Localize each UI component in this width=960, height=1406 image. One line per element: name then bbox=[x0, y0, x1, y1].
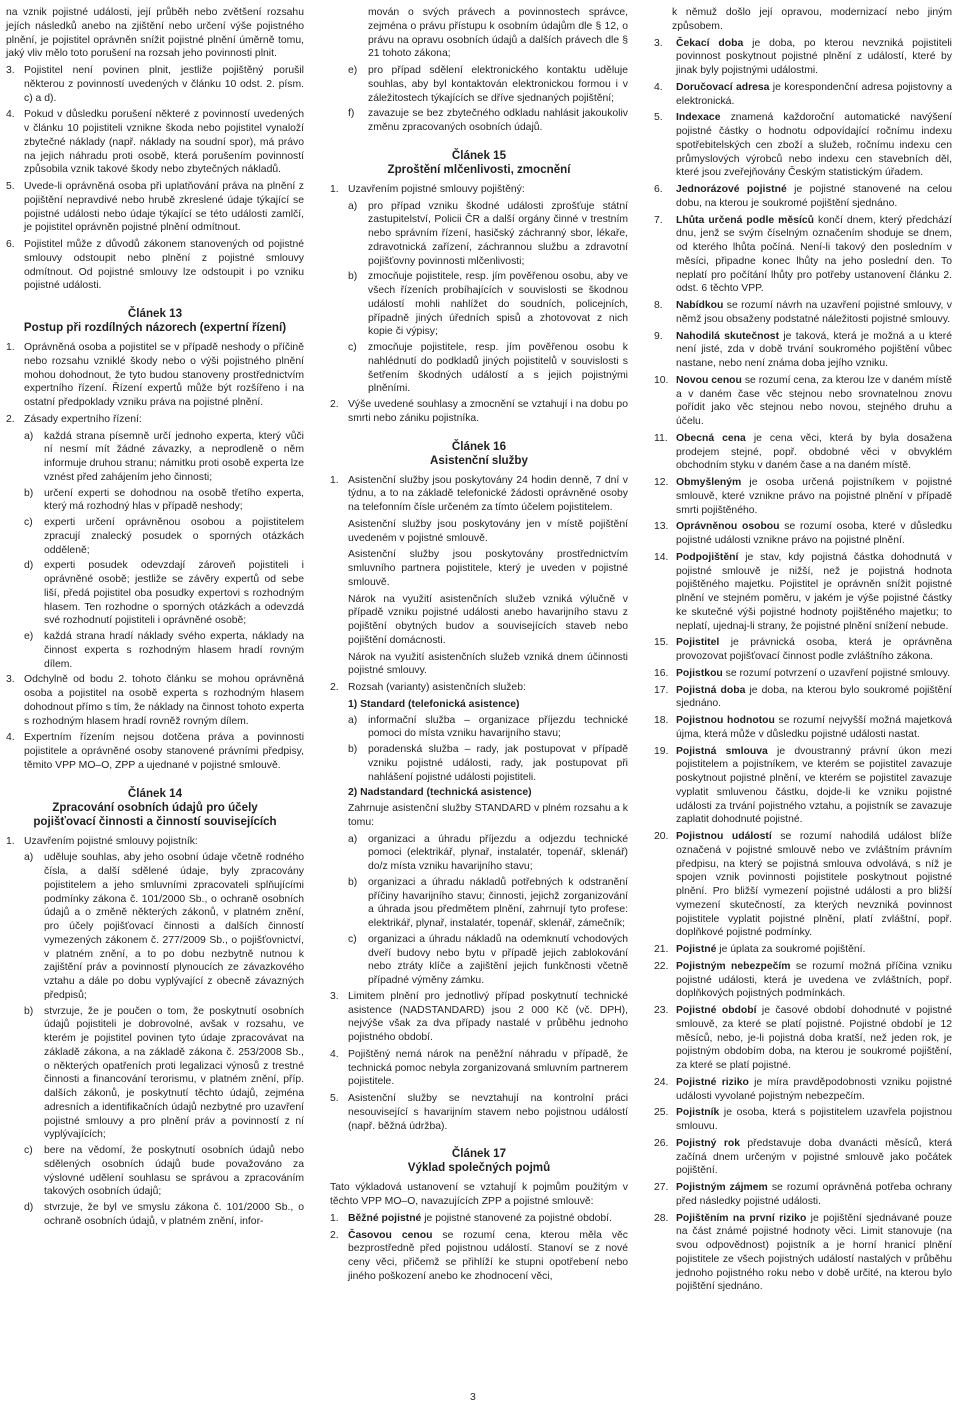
definition-text: se rozumí nejvyšší možná majetková újma, která může v důsledku pojistné události nastat. bbox=[676, 715, 952, 740]
definition-term: Pojistkou bbox=[676, 667, 723, 679]
article-16-para-4: Nárok na využití asistenčních služeb vzniká dnem účinnosti pojistné smlouvy. bbox=[348, 651, 628, 677]
definition-number: 12. bbox=[654, 477, 669, 488]
definition-term: Jednorázové pojistné bbox=[676, 184, 787, 195]
article-15-sub-a: a) pro případ vzniku škodné události zprošťuje státní zastupitelství, Policii ČR a další orgány činné v trestním nebo správním řízení, hasičský záchranný sbor, lékaře, zdravotnická zařízení, záchrannou službu a zdravotní pojišťovny povinnosti mlčenlivosti; bbox=[348, 200, 628, 267]
definition-text: se rozumí možná příčina vzniku pojistné události, která je uvedena ve zvláštních, popř. doplňkových pojistných podmínkách. bbox=[676, 960, 952, 1000]
definition-term: Podpojištění bbox=[676, 551, 739, 563]
definition-item bbox=[654, 476, 952, 517]
definition-text: je dvoustranný právní úkon mezi pojistitelem a pojistníkem, ve kterém se pojistitel zavazuje poskytnout pojistné plnění, ve kterém se pojistitel zavazuje vyplatit smluvenou částku, dojde-li ke vzniku pojistné události za trvání pojistného vztahu, a pojistník se zavazuje zaplatit dohodnuté pojistné. bbox=[676, 745, 952, 826]
definition-text: končí dnem, který předchází dnu, jenž se svým číselným označením shoduje se dnem, od kterého lhůta počíná. Není-li takový den posledním v měsíci, připadne konec lhůty na jeho poslední den. To neplatí pro počítání lhůty pro potřeby ustanovení článku 2. odst. 6 těchto VPP. bbox=[676, 214, 952, 295]
definition-text: znamená každoroční automatické navýšení pojistné částky o hodnotu odpovídající ročnímu indexu spotřebitelských cen zboží a služeb, ročnímu indexu cen průmyslových výrobců nebo indexu cen stavebních děl, které jsou zveřejňovány Českým statistickým úřadem. bbox=[676, 112, 952, 179]
article-15-item-2: 2. Výše uvedené souhlasy a zmocnění se vztahují i na dobu po smrti nebo zániku pojistníka. bbox=[330, 399, 628, 424]
article-14-sub-a: a) uděluje souhlas, aby jeho osobní údaje včetně rodného čísla, a další sdělené údaje, byly zpracovány pojistitelem a jeho smluvními zpracovateli splňujícími podmínky zákona č. 101/2000 Sb., o ochraně osobních údajů a o změně některých zákonů, v platném znění, pro účely pojišťovací činnosti a dalších činností vymezených zákonem č. 277/2009 Sb., o pojišťovnictví, v platném znění, a to po dobu nezbytně nutnou k zajištění práv a povinností plynoucích ze závazkového vztahu a dále po dobu vyplývající z obecně závazných předpisů; bbox=[24, 852, 304, 1001]
definition-text: se rozumí cena, za kterou lze v daném místě a v daném čase věc stejnou nebo srovnatelnou znovu pořídit jako věc stejnou nebo novou, stejného druhu a účelu. bbox=[676, 374, 953, 427]
definition-number: 25. bbox=[654, 1107, 669, 1119]
definition-item bbox=[654, 551, 952, 634]
article-13-item-4: 4. Expertním řízením nejsou dotčena práva a povinnosti pojistitele a oprávněné osoby stanovené právními předpisy, těmito VPP MO–O, ZPP a ujednané v pojistné smlouvě. bbox=[6, 732, 304, 771]
definition-text: se rozumí potvrzení o uzavření pojistné smlouvy. bbox=[722, 667, 951, 679]
definition-term: Pojistné období bbox=[676, 1005, 757, 1016]
definition-number: 10. bbox=[654, 374, 669, 386]
article-13-sub-a: a) každá strana písemně určí jednoho experta, který vůči ní nesmí mít žádné závazky, a neprodleně o něm informuje druhou stranu; námitku proti osobě experta lze vznést před zahájením jeho činnosti; bbox=[24, 430, 304, 483]
article-15-item-1: 1. Uzavřením pojistné smlouvy pojištěný: bbox=[330, 183, 525, 195]
definition-number: 24. bbox=[654, 1076, 669, 1088]
nadstandard-intro: Zahrnuje asistenční služby STANDARD v plném rozsahu a k tomu: bbox=[348, 803, 628, 828]
nadstandard-sub-c: c) organizaci a úhradu nákladů na odemknutí vchodových dveří budovy nebo bytu v případě jejich zablokování nebo ztráty klíče a zajištění jejich funkčnosti včetně případné výměny zámku. bbox=[348, 933, 628, 986]
definition-number: 13. bbox=[654, 521, 669, 533]
article-16-item-2: 2. Rozsah (varianty) asistenčních služeb: bbox=[330, 682, 526, 693]
definition-item bbox=[654, 1181, 952, 1209]
definition-item bbox=[654, 830, 952, 940]
article-13-sub-e: e) každá strana hradí náklady svého experta, náklady na činnost experta s rozhodným hlasem hradí rovným dílem. bbox=[24, 631, 304, 670]
article-16-item-4: 4. Pojištěný nemá nárok na peněžní náhradu v případě, že technická pomoc nebyla zorganizovaná smluvním partnerem pojistitele. bbox=[330, 1048, 628, 1088]
definition-item bbox=[654, 1004, 952, 1073]
article-14-sub-b: b) stvrzuje, že je poučen o tom, že poskytnutí osobních údajů pojistiteli je dobrovolné, avšak v rozsahu, ve kterém je pojistitel povinen tyto údaje zpracovávat na základě zákona, a na základě zákona č. 253/2008 Sb., o některých opatřeních proti legalizaci výnosů z trestné činnosti a financování terorismu, v platném znění, příp. dalších zákonů, je poskytnutí těchto údajů, zejména adresních a identifikačních údajů nezbytné pro uzavření pojistné smlouvy a pro plnění práv a povinností z ní vyplývajících; bbox=[24, 1005, 304, 1141]
definition-text: je taková, která je možná a u které není jisté, zda v době trvání soukromého pojištění vůbec nastane, nebo není známa doba jejího vzniku. bbox=[676, 330, 952, 369]
article-17-heading: Článek 17 Výklad společných pojmů bbox=[407, 1147, 551, 1175]
article-16-heading: Článek 16 Asistenční služby bbox=[430, 439, 528, 467]
article-14-sub-d: d) stvrzuje, že byl ve smyslu zákona č. 101/2000 Sb., o ochraně osobních údajů, v platném znění, infor- bbox=[24, 1202, 304, 1227]
article-13-item-3: 3. Odchylně od bodu 2. tohoto článku se mohou oprávněná osoba a pojistitel na osobě experta s rozhodným hlasem dohodnout přímo s tím, že náklady na činnost tohoto experta s rozhodným hlasem hradí rovněž rovným dílem. bbox=[6, 674, 304, 727]
definition-term: Lhůta určená podle měsíců bbox=[676, 214, 814, 226]
col3-continuation: k němuž došlo její opravou, modernizací nebo jiným způsobem. bbox=[672, 7, 952, 32]
definition-text: je úplata za soukromé pojištění. bbox=[716, 944, 866, 955]
definitions-list bbox=[654, 37, 952, 1295]
definition-text: se rozumí oprávněná potřeba ochrany před následky pojistné události. bbox=[676, 1182, 952, 1207]
definition-text: se rozumí návrh na uzavření pojistné smlouvy, v němž jsou obsaženy podstatné náležitosti pojistné smlouvy. bbox=[676, 300, 952, 325]
definition-number: 16. bbox=[654, 667, 669, 679]
definition-item bbox=[654, 667, 952, 681]
definition-text: se rozumí nahodilá událost blíže označená v pojistné smlouvě nebo ve zvláštním právním předpisu, na který se pojistná smlouva odvolává, s níž je spojen vznik povinnosti pojistitele poskytnout pojistné plnění. Pro bližší vymezení pojistné události a pro bližší vymezení skutečností, za kterých nevzniká povinnost pojistitele vyplatit pojistné plnění, platí zvláštní, popř. doplňkové pojistné podmínky. bbox=[676, 831, 952, 939]
article-13-sub-d: d) experti posudek odevzdají zároveň pojistiteli i oprávněné osobě; jestliže se závěry expertů od sebe liší, předá pojistitel oba posudky expertovi s rozhodným hlasem. Ten rozhodne o sporných otázkách a odevzdá své rozhodnutí pojistiteli i oprávněné osobě; bbox=[24, 560, 304, 627]
definition-term: Novou cenou bbox=[676, 374, 742, 386]
definition-item bbox=[654, 330, 952, 371]
definition-term: Pojistník bbox=[676, 1107, 720, 1119]
definition-term: Nabídkou bbox=[676, 300, 724, 311]
definition-text: je pojistné stanovené na celou dobu, na kterou je soukromé pojištění sjednáno. bbox=[676, 184, 953, 209]
definition-item bbox=[654, 943, 952, 957]
standard-title: 1) Standard (telefonická asistence) bbox=[348, 698, 520, 710]
definition-term: Pojistné bbox=[676, 944, 717, 955]
definition-term: Pojistný rok bbox=[676, 1137, 740, 1149]
definition-item bbox=[654, 714, 952, 742]
definition-number: 5. bbox=[654, 112, 663, 124]
definition-number: 8. bbox=[654, 300, 663, 311]
article-14-heading: Článek 14 Zpracování osobních údajů pro účely pojišťovací činnosti a činností souvisejících bbox=[33, 786, 277, 828]
article-13-sub-b: b) určení experti se dohodnou na osobě třetího experta, který má rozhodný hlas v případě neshody; bbox=[24, 487, 304, 513]
definition-text: je časové období dohodnuté v pojistné smlouvě, za které se platí pojistné. Pojistné období je 12 měsíců, nebo, je-li pojistná doba kratší, než jeden rok, je pojistným obdobím doba, na kterou je soukromé pojištění, za které se platí pojistné. bbox=[676, 1005, 952, 1071]
standard-sub-a: a) informační služba – organizace příjezdu technické pomoci do místa vzniku havarijního stavu; bbox=[348, 714, 628, 740]
definition-number: 22. bbox=[654, 960, 669, 972]
article-14-sub-c: c) bere na vědomí, že poskytnutí osobních údajů nebo sdělených osobních údajů bude považováno za výslovné udělení souhlasu se správou a zpracováním takových osobních údajů; bbox=[24, 1145, 304, 1198]
definition-item bbox=[654, 432, 952, 473]
article-12-item-4: 4. Pokud v důsledku porušení některé z povinností uvedených v článku 10 pojistiteli vznikne škoda nebo pojistitel vynaloží zbytečné náklady (např. náklady na soudní spor), má právo na jejich náhradu proti osobě, která porušením povinností způsobila vznik takové škody nebo zbytečných nákladů. bbox=[6, 109, 304, 176]
nadstandard-title: 2) Nadstandard (technická asistence) bbox=[348, 787, 532, 799]
article-14-sub-e: e) pro případ sdělení elektronického kontaktu uděluje souhlas, aby byl kontaktován elektronickou formou i v záležitostech týkajících se dříve sjednaných pojištění; bbox=[348, 65, 628, 104]
definition-item bbox=[654, 1106, 952, 1134]
definition-number: 15. bbox=[654, 637, 669, 649]
column-2 bbox=[330, 6, 628, 1287]
definition-number: 4. bbox=[654, 81, 663, 93]
article-13-item-1: 1. Oprávněná osoba a pojistitel se v případě neshody o příčině nebo rozsahu vzniklé škody nebo o výši pojistného plnění mohou dohodnout, že tyto budou stanoveny prostřednictvím expertního řízení. Řízení expertů může být rozšířeno i na ostatní předpoklady vzniku práva na pojistné plnění. bbox=[6, 342, 304, 408]
nadstandard-sub-a: a) organizaci a úhradu příjezdu a odjezdu technické pomoci (elektrikář, plynař, instalatér, topenář, sklenář) do/z místa vzniku havarijního stavu; bbox=[348, 833, 628, 872]
article-15-heading: Článek 15 Zproštění mlčenlivosti, zmocnění bbox=[387, 148, 571, 176]
col2-continuation: mován o svých právech a povinnostech správce, zejména o právu přístupu k osobním údajům dle § 12, o právu na opravu osobních údajů a dalších právech dle § 21 tohoto zákona; bbox=[368, 7, 628, 60]
definition-term: Indexace bbox=[676, 112, 721, 124]
definition-number: 6. bbox=[654, 184, 663, 195]
definition-text: je doba, po kterou nevzniká pojistiteli povinnost poskytnout pojistné plnění z událostí, které by jinak byly pojistnými událostmi. bbox=[676, 37, 952, 76]
definition-number: 18. bbox=[654, 715, 669, 726]
definition-number: 3. bbox=[654, 37, 663, 49]
definition-term: Obecná cena bbox=[676, 432, 746, 444]
definition-item bbox=[654, 111, 952, 180]
article-15-sub-c: c) zmocňuje pojistitele, resp. jím pověřenou osobu k nahlédnutí do podkladů jiných pojistitelů v souvislosti s šetřením škodných událostí a s jejich pojistnými plněními. bbox=[348, 342, 628, 395]
definition-term: Pojistné riziko bbox=[676, 1076, 749, 1088]
nadstandard-sub-b: b) organizaci a úhradu nákladů potřebných k odstranění příčiny havarijního stavu; činnosti, jejichž zorganizování a úhrada jsou předmětem plnění, zahrnují tyto profese: elektrikář, plynař, instalatér, topenář, sklenář, zámečník; bbox=[348, 876, 628, 929]
article-17-intro: Tato výkladová ustanovení se vztahují k pojmům použitým v těchto VPP MO–O, navazujících ZPP a pojistné smlouvě: bbox=[330, 1182, 628, 1207]
definition-number: 19. bbox=[654, 745, 669, 757]
article-17-item-1: 1. Běžné pojistné je pojistné stanovené za pojistné období. bbox=[330, 1212, 612, 1224]
column-1 bbox=[6, 6, 304, 1231]
article-13-sub-c: c) experti určení oprávněnou osobou a pojistitelem zpracují znalecký posudek o sporných otázkách odděleně; bbox=[24, 517, 304, 556]
definition-item bbox=[654, 214, 952, 297]
definition-term: Obmyšleným bbox=[676, 477, 742, 488]
standard-sub-b: b) poradenská služba – rady, jak postupovat v případě vzniku pojistné události, rady, jak postupovat při nahlášení pojistné události pojistiteli. bbox=[348, 744, 628, 783]
article-16-para-3: Nárok na využití asistenčních služeb vzniká výlučně v případě vzniku pojistné události anebo havarijního stavu z pojištění obytných budov a souvisejících staveb nebo pojištění domácnosti. bbox=[348, 593, 628, 646]
article-16-item-5: 5. Asistenční služby se nevztahují na kontrolní práci nesouvisející s havarijním stavem nebo pojistnou událostí (např. běžná údržba). bbox=[330, 1093, 628, 1132]
article-13-item-2: 2. Zásady expertního řízení: bbox=[6, 413, 142, 425]
definition-item bbox=[654, 1137, 952, 1178]
definition-text: je cena věci, která by byla dosažena prodejem stejné, popř. obdobné věci v obvyklém obchodním styku v daném čase a na daném místě. bbox=[676, 432, 953, 472]
definition-term: Oprávněnou osobou bbox=[676, 521, 780, 533]
definition-item bbox=[654, 684, 952, 712]
article-15-sub-b: b) zmocňuje pojistitele, resp. jím pověřenou osobu, aby ve všech řízeních probíhajících v souvislosti se škodnou událostí mohli nahlížet do soudních, policejních, případně jiných úředních spisů a zhotovovat z nich kopie či výpisy; bbox=[348, 271, 628, 338]
page-number: 3 bbox=[470, 1392, 476, 1403]
definition-item bbox=[654, 520, 952, 548]
definition-item bbox=[654, 745, 952, 828]
definition-text: je osoba určená pojistníkem v pojistné smlouvě, které vznikne právo na pojistné plnění v případě smrti pojištěného. bbox=[676, 477, 952, 516]
definition-term: Pojistná smlouva bbox=[676, 745, 768, 757]
definition-text: představuje doba dvanácti měsíců, která začíná dnem určeným v pojistné smlouvě jako počátek pojištění. bbox=[676, 1137, 952, 1177]
definition-number: 14. bbox=[654, 551, 669, 563]
article-12-item-6: 6. Pojistitel může z důvodů zákonem stanovených od pojistné smlouvy odstoupit nebo plnění z pojistné smlouvy odmítnout. Od pojistné smlouvy lze odstoupit i po vzniku pojistné události. bbox=[6, 239, 304, 292]
definition-term: Pojistným nebezpečím bbox=[676, 960, 791, 972]
definition-number: 28. bbox=[654, 1212, 669, 1224]
definition-term: Nahodilá skutečnost bbox=[676, 330, 780, 342]
definition-item bbox=[654, 37, 952, 78]
article-16-para-2: Asistenční služby jsou poskytovány prostřednictvím smluvního partnera pojistitele, který je uveden v pojistné smlouvě. bbox=[348, 549, 628, 588]
definition-text: je korespondenční adresa pojistovny a elektronická. bbox=[676, 81, 953, 107]
definition-term: Čekací doba bbox=[676, 37, 744, 49]
article-12-item-3: 3. Pojistitel není povinen plnit, jestliže pojištěný porušil některou z povinností uvedených v článku 10 odst. 2. písm. c) a d). bbox=[6, 65, 304, 104]
col1-intro: na vznik pojistné události, její průběh nebo zvětšení rozsahu jejích následků anebo na zjištění nebo určení výše pojistného plnění, je pojistitel oprávněn snížit pojistné plnění úměrně tomu, jaký vliv mělo toto porušení na rozsah jeho povinnosti plnit. bbox=[6, 7, 304, 60]
definition-text: je míra pravděpodobnosti vzniku pojistné události vyvolané pojistným nebezpečím. bbox=[676, 1076, 952, 1102]
definition-number: 26. bbox=[654, 1137, 669, 1149]
article-14-sub-f: f) zavazuje se bez zbytečného odkladu nahlásit jakoukoliv změnu zpracovaných osobních údajů. bbox=[348, 108, 628, 133]
definition-term: Pojistnou hodnotou bbox=[676, 715, 775, 726]
definition-item bbox=[654, 960, 952, 1001]
article-17-item-2: 2. Časovou cenou se rozumí cena, kterou měla věc bezprostředně před pojistnou událostí. Stanoví se z nové ceny věci, přičemž se přihlíží ke stupni opotřebení nebo jiného poškození anebo ke zhodnocení věci, bbox=[330, 1229, 628, 1282]
definition-item bbox=[654, 1212, 952, 1295]
definition-number: 7. bbox=[654, 214, 663, 226]
article-16-para-1: Asistenční služby jsou poskytovány jen v místě pojištění uvedeném v pojistné smlouvě. bbox=[348, 518, 628, 544]
definition-term: Pojistným zájmem bbox=[676, 1182, 768, 1193]
definition-number: 23. bbox=[654, 1005, 669, 1016]
definition-item bbox=[654, 636, 952, 664]
definition-term: Pojistnou událostí bbox=[676, 831, 772, 842]
definition-number: 9. bbox=[654, 330, 663, 342]
definition-item bbox=[654, 1076, 952, 1104]
article-14-item-1: 1. Uzavřením pojistné smlouvy pojistník: bbox=[6, 835, 198, 847]
definition-item bbox=[654, 374, 952, 429]
definition-term: Pojištěním na první riziko bbox=[676, 1212, 807, 1224]
definition-number: 21. bbox=[654, 944, 669, 955]
definition-number: 27. bbox=[654, 1182, 669, 1193]
definition-text: se rozumí osoba, které v důsledku pojistné události vznikne právo na pojistné plnění. bbox=[676, 521, 952, 546]
definition-text: je stav, kdy pojistná částka dohodnutá v pojistné smlouvě je nižší, než je pojistná hodnota pojištěného majetku. Pojistitel je oprávněn snížit pojistné plnění ve stejném poměru, v jakém je výše pojistné částky ke skutečné výši pojistné hodnoty pojištěného majetku; to neplatí, ujednaj-li strany, že pojistné plnění snížení nebude. bbox=[676, 551, 952, 632]
definition-number: 20. bbox=[654, 831, 669, 842]
definition-text: je osoba, která s pojistitelem uzavřela pojistnou smlouvu. bbox=[676, 1107, 952, 1132]
definition-text: je právnická osoba, která je oprávněna provozovat pojišťovací činnost podle zvláštního zákona. bbox=[676, 637, 952, 662]
definition-text: je pojištění sjednávané pouze na část známé pojistné hodnoty věci. Limit stanovuje (na svou odpovědnost) pojistník a je horní hranicí plnění pojistitele ze všech pojistných událostí nastalých v průběhu jednoho pojistného roku nebo v době určité, na kterou bylo pojištění sjednáno. bbox=[676, 1212, 952, 1293]
article-13-heading: Článek 13 Postup při rozdílných názorech (expertní řízení) bbox=[23, 307, 287, 334]
definition-item bbox=[654, 183, 952, 211]
definition-term: Pojistitel bbox=[676, 637, 720, 649]
column-3 bbox=[654, 6, 952, 1297]
article-16-item-1: 1. Asistenční služby jsou poskytovány 24 hodin denně, 7 dní v týdnu, a to na základě telefonické žádosti oprávněné osoby na telefonním čísle určeném za tímto účelem pojistitelem. bbox=[330, 474, 628, 513]
definition-term: Doručovací adresa bbox=[676, 81, 770, 93]
definition-item bbox=[654, 299, 952, 327]
article-12-item-5: 5. Uvede-li oprávněná osoba při uplatňování práva na plnění z pojištění nepravdivé nebo hrubě zkreslené údaje týkající se pojistné události nebo údaje týkající se této události zamlčí, je pojistitel oprávněn pojistné plnění odmítnout. bbox=[6, 181, 304, 234]
definition-text: je doba, na kterou bylo soukromé pojištění sjednáno. bbox=[676, 684, 952, 710]
definition-item bbox=[654, 81, 952, 109]
article-16-item-3: 3. Limitem plnění pro jednotlivý případ poskytnutí technické asistence (NADSTANDARD) jsou 2 000 Kč (vč. DPH), nejvýše však za dva případy nastalé v průběhu jednoho pojistného období. bbox=[330, 990, 628, 1043]
definition-number: 17. bbox=[654, 684, 669, 696]
definition-term: Pojistná doba bbox=[676, 684, 746, 696]
definition-number: 11. bbox=[654, 432, 668, 444]
